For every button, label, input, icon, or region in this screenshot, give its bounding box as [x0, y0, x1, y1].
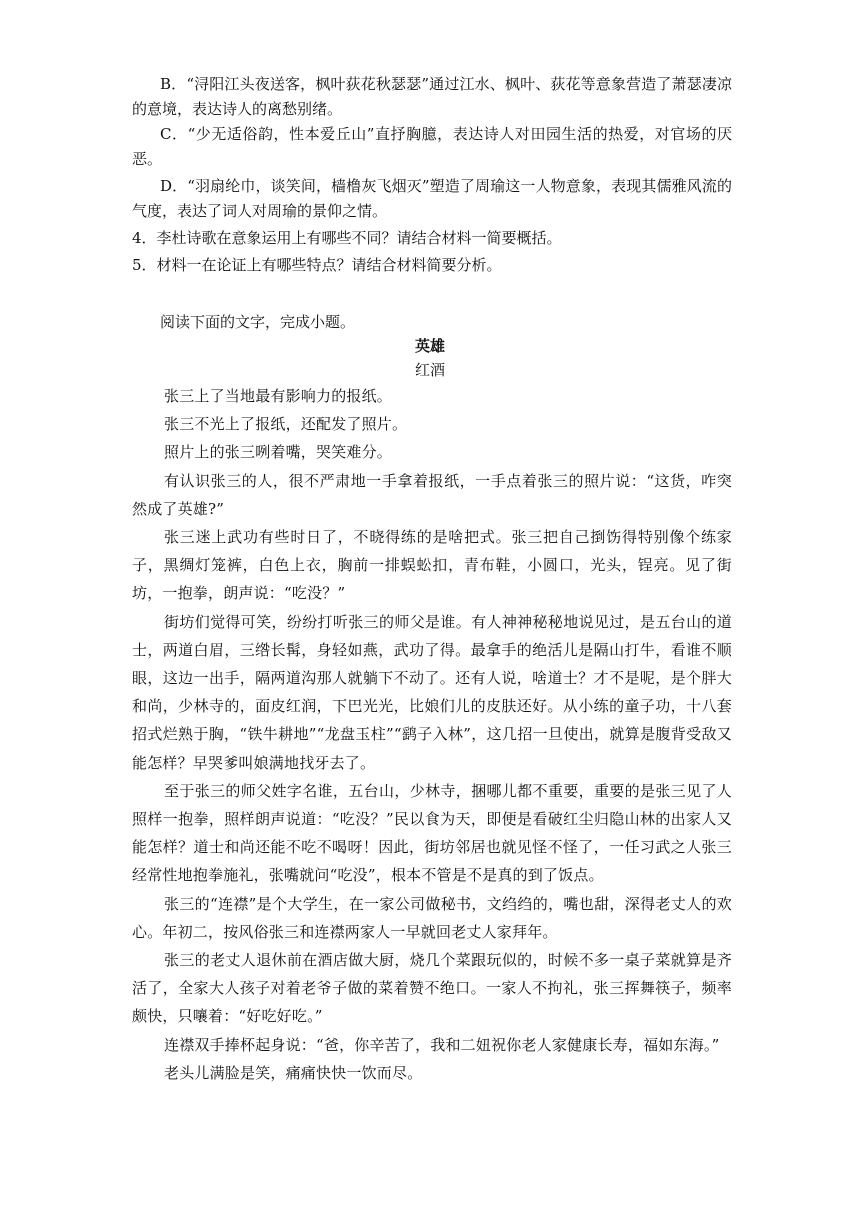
- option-d: [132, 174, 732, 224]
- reading-instruction: 阅读下面的文字，完成小题。: [160, 313, 356, 331]
- option-c: [132, 122, 732, 172]
- story-paragraph: 连襟双手捧杯起身说：“爸，你辛苦了，我和二妞祝你老人家健康长寿，福如东海。”: [164, 1035, 720, 1054]
- story-author: 红酒: [414, 361, 445, 379]
- story-paragraph: 张三的老丈人退休前在酒店做大厨，烧几个菜跟玩似的，时候不多一桌子菜就算是齐活了，全家大人孩子对着老爷子做的菜着赞不绝口。一家人不拘礼，张三挥舞筷子，频率颇快，只嚷着：“好吃好吃。”: [132, 951, 732, 1026]
- story-paragraph: 有认识张三的人，很不严肃地一手拿着报纸，一手点着张三的照片说：“这货，咋突然成了英雄?”: [132, 471, 732, 518]
- story-paragraph: 张三上了当地最有影响力的报纸。: [164, 387, 393, 405]
- story-paragraph: 老头儿满脸是笑，痛痛快快一饮而尽。: [164, 1063, 423, 1082]
- option-text: C．“少无适俗韵，性本爱丘山”直抒胸臆，表达诗人对田园生活的热爱，对官场的厌恶。: [132, 125, 732, 168]
- question-4: 4．李杜诗歌在意象运用上有哪些不同？请结合材料一简要概括。: [132, 229, 562, 247]
- story-paragraph: 张三迷上武功有些时日了，不晓得练的是啥把式。张三把自己捯饬得特别像个练家子，黑绸灯笼裤，白色上衣，胸前一排蜈蚣扣，青布鞋，小圆口，光头，锃亮。见了街坊，一抱拳，朗声说：“吃没？”: [132, 528, 732, 603]
- story-paragraph: 街坊们觉得可笑，纷纷打听张三的师父是谁。有人神神秘秘地说见过，是五台山的道士，两道白眉，三绺长髯，身轻如燕，武功了得。最拿手的绝活儿是隔山打牛，看谁不顺眼，这边一出手，隔两道沟那人就躺下不动了。还有人说，啥道士？才不是呢，是个胖大和尚，少林寺的，面皮红润，下巴光光，比娘们儿的皮肤还好。从小练的童子功，十八套招式烂熟于胸，“铁牛耕地”“龙盘玉柱”“鹞子入林”，这几招一旦使出，就算是腹背受敌又能怎样？早哭爹叫娘满地找牙去了。: [132, 612, 732, 772]
- option-text: B．“浔阳江头夜送客，枫叶荻花秋瑟瑟”通过江水、枫叶、荻花等意象营造了萧瑟凄凉的意境，表达诗人的离愁别绪。: [132, 75, 732, 118]
- story-paragraph: 张三的“连襟”是个大学生，在一家公司做秘书，文绉绉的，嘴也甜，深得老丈人的欢心。年初二，按风俗张三和连襟两家人一早就回老丈人家拜年。: [132, 894, 732, 941]
- option-text: D．“羽扇纶巾，谈笑间，樯橹灰飞烟灭”塑造了周瑜这一人物意象，表现其儒雅风流的气度，表达了词人对周瑜的景仰之情。: [132, 177, 732, 220]
- question-5: 5．材料一在论证上有哪些特点？请结合材料简要分析。: [132, 256, 502, 274]
- story-paragraph: 照片上的张三咧着嘴，哭笑难分。: [164, 443, 393, 462]
- story-paragraph: 张三不光上了报纸，还配发了照片。: [164, 415, 408, 434]
- story-paragraph: 至于张三的师父姓字名谁，五台山，少林寺，捆哪儿都不重要，重要的是张三见了人照样一抱拳，照样朗声说道：“吃没？”民以食为天，即便是看破红尘归隐山林的出家人又能怎样？道士和尚还能不吃不喝呀！因此，街坊邻居也就见怪不怪了，一任习武之人张三经常性地抱拳施礼，张嘴就问“吃没”，根本不管是不是真的到了饭点。: [132, 781, 732, 885]
- story-title: 英雄: [414, 337, 445, 355]
- option-b: [132, 72, 732, 122]
- story-body: [132, 382, 732, 1087]
